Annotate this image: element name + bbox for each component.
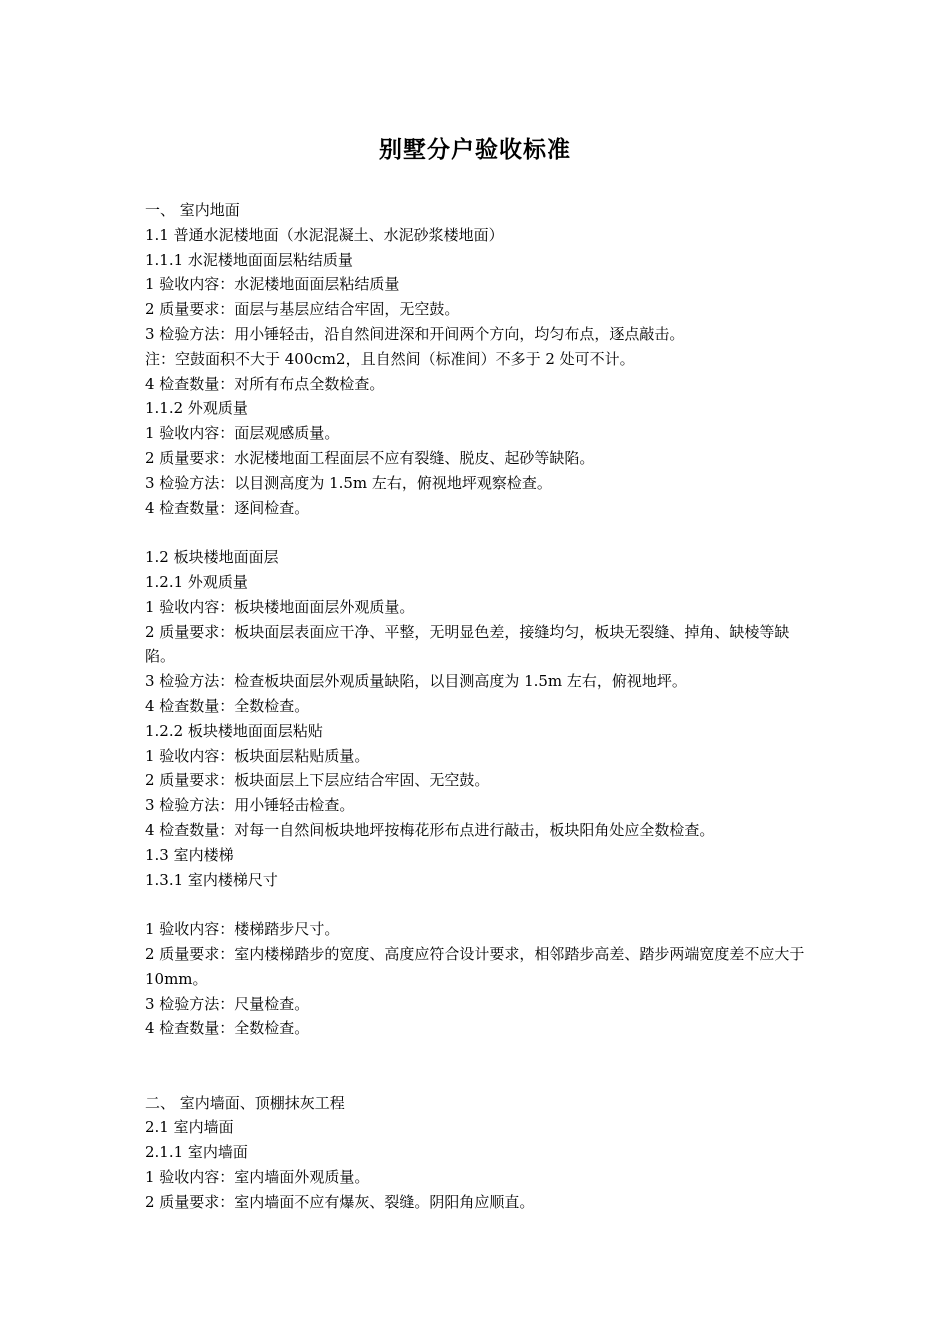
text-line: 2 质量要求：板块面层上下层应结合牢固、无空鼓。 bbox=[145, 771, 490, 790]
text-line: 3 检验方法：用小锤轻击，沿自然间进深和开间两个方向，均匀布点，逐点敲击。 bbox=[145, 324, 685, 343]
text-line: 3 检验方法：尺量检查。 bbox=[145, 994, 310, 1013]
text-line: 1 验收内容：水泥楼地面面层粘结质量 bbox=[145, 275, 400, 294]
text-line: 4 检查数量：逐间检查。 bbox=[145, 498, 310, 517]
text-line: 一、 室内地面 bbox=[145, 201, 240, 219]
text-line: 1 验收内容：板块面层粘贴质量。 bbox=[145, 746, 370, 765]
text-line: 4 检查数量：对每一自然间板块地坪按梅花形布点进行敲击，板块阳角处应全数检查。 bbox=[145, 820, 715, 839]
text-line: 1 验收内容：楼梯踏步尺寸。 bbox=[145, 920, 340, 939]
text-line: 1.2.1 外观质量 bbox=[145, 572, 248, 591]
text-line: 注：空鼓面积不大于 400cm2，且自然间（标准间）不多于 2 处可不计。 bbox=[145, 349, 635, 368]
text-line: 2 质量要求：板块面层表面应干净、平整，无明显色差，接缝均匀，板块无裂缝、掉角、缺棱等缺陷。 bbox=[145, 622, 790, 666]
text-line: 2 质量要求：水泥楼地面工程面层不应有裂缝、脱皮、起砂等缺陷。 bbox=[145, 448, 595, 467]
text-line: 1 验收内容：面层观感质量。 bbox=[145, 424, 340, 443]
text-line: 1.2.2 板块楼地面面层粘贴 bbox=[145, 721, 323, 740]
text-line: 3 检验方法：检查板块面层外观质量缺陷，以目测高度为 1.5m 左右，俯视地坪。 bbox=[145, 672, 687, 691]
text-line: 1 验收内容：室内墙面外观质量。 bbox=[145, 1168, 370, 1187]
text-line: 4 检查数量：全数检查。 bbox=[145, 696, 310, 715]
text-line: 1.3 室内楼梯 bbox=[145, 845, 234, 864]
text-line: 2 质量要求：室内墙面不应有爆灰、裂缝。阴阳角应顺直。 bbox=[145, 1192, 535, 1211]
text-line: 1 验收内容：板块楼地面面层外观质量。 bbox=[145, 597, 415, 616]
blank-line bbox=[145, 1041, 813, 1066]
document-title: 别墅分户验收标准 bbox=[379, 136, 571, 163]
text-line: 4 检查数量：对所有布点全数检查。 bbox=[145, 374, 385, 393]
blank-line bbox=[145, 892, 813, 917]
text-line: 2 质量要求：室内楼梯踏步的宽度、高度应符合设计要求，相邻踏步高差、踏步两端宽度差不应大于 10mm。 bbox=[145, 944, 805, 988]
text-line: 2.1 室内墙面 bbox=[145, 1118, 234, 1137]
text-line: 2 质量要求：面层与基层应结合牢固，无空鼓。 bbox=[145, 300, 460, 319]
text-line: 二、 室内墙面、顶棚抹灰工程 bbox=[145, 1093, 345, 1112]
text-line: 1.1 普通水泥楼地面（水泥混凝土、水泥砂浆楼地面） bbox=[145, 225, 504, 244]
text-line: 3 检验方法：以目测高度为 1.5m 左右，俯视地坪观察检查。 bbox=[145, 473, 552, 492]
text-line: 1.2 板块楼地面面层 bbox=[145, 548, 279, 567]
blank-line bbox=[145, 1066, 813, 1091]
text-line: 4 检查数量：全数检查。 bbox=[145, 1019, 310, 1038]
blank-line bbox=[145, 520, 813, 545]
document-body bbox=[145, 198, 813, 1215]
text-line: 2.1.1 室内墙面 bbox=[145, 1143, 248, 1162]
text-line: 1.3.1 室内楼梯尺寸 bbox=[145, 870, 278, 889]
text-line: 3 检验方法：用小锤轻击检查。 bbox=[145, 796, 355, 815]
text-line: 1.1.1 水泥楼地面面层粘结质量 bbox=[145, 250, 353, 269]
text-line: 1.1.2 外观质量 bbox=[145, 399, 248, 418]
